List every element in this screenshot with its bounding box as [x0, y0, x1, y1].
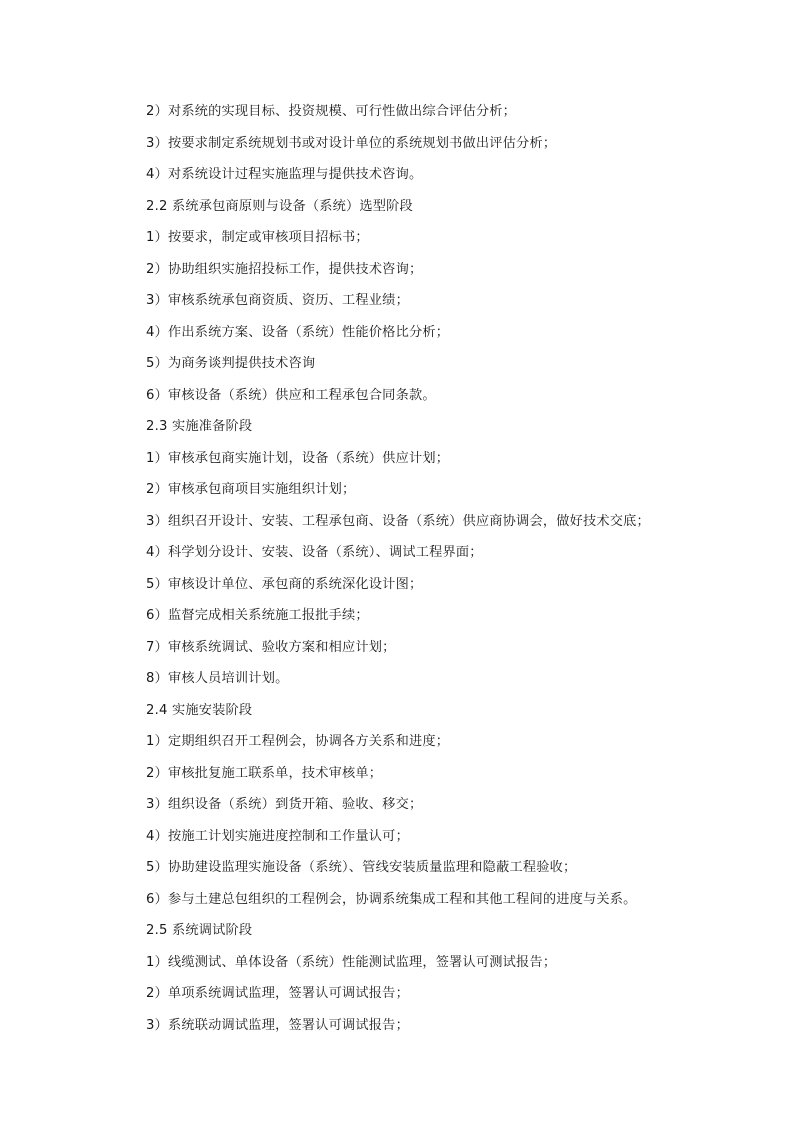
list-item: 1）按要求，制定或审核项目招标书； [146, 230, 369, 245]
document-body [146, 101, 706, 1046]
section-heading: 2.3 实施准备阶段 [146, 419, 253, 434]
list-item: 1）审核承包商实施计划，设备（系统）供应计划； [146, 450, 450, 466]
list-item: 3）组织召开设计、安装、工程承包商、设备（系统）供应商协调会，做好技术交底； [146, 513, 650, 529]
list-item: 2）审核批复施工联系单，技术审核单； [146, 765, 383, 781]
list-item: 3）系统联动调试监理，签署认可调试报告； [146, 1017, 409, 1033]
list-item: 1）线缆测试、单体设备（系统）性能测试监理，签署认可测试报告； [146, 954, 557, 970]
list-item: 5）协助建设监理实施设备（系统）、管线安装质量监理和隐蔽工程验收； [146, 860, 577, 875]
list-item: 2）单项系统调试监理，签署认可调试报告； [146, 986, 409, 1001]
list-item: 3）按要求制定系统规划书或对设计单位的系统规划书做出评估分析； [146, 135, 557, 151]
list-item: 4）作出系统方案、设备（系统）性能价格比分析； [146, 324, 450, 340]
list-item: 4）科学划分设计、安装、设备（系统）、调试工程界面； [146, 545, 483, 560]
list-item: 3）组织设备（系统）到货开箱、验收、移交； [146, 797, 423, 812]
list-item: 6）参与土建总包组织的工程例会，协调系统集成工程和其他工程间的进度与关系。 [146, 891, 637, 907]
list-item: 2）协助组织实施招投标工作，提供技术咨询； [146, 261, 423, 277]
list-item: 1）定期组织召开工程例会，协调各方关系和进度； [146, 734, 450, 749]
list-item: 6）审核设备（系统）供应和工程承包合同条款。 [146, 387, 436, 403]
list-item: 4）按施工计划实施进度控制和工作量认可； [146, 828, 409, 844]
list-item: 2）对系统的实现目标、投资规模、可行性做出综合评估分析； [146, 104, 517, 119]
list-item: 8）审核人员培训计划。 [146, 671, 289, 686]
section-heading: 2.4 实施安装阶段 [146, 702, 253, 718]
list-item: 5）为商务谈判提供技术咨询 [146, 356, 316, 371]
section-heading: 2.5 系统调试阶段 [146, 923, 253, 938]
list-item: 3）审核系统承包商资质、资历、工程业绩； [146, 293, 409, 308]
list-item: 4）对系统设计过程实施监理与提供技术咨询。 [146, 167, 423, 182]
section-heading: 2.2 系统承包商原则与设备（系统）选型阶段 [146, 198, 413, 214]
list-item: 2）审核承包商项目实施组织计划； [146, 482, 356, 497]
list-item: 5）审核设计单位、承包商的系统深化设计图； [146, 576, 423, 592]
list-item: 7）审核系统调试、验收方案和相应计划； [146, 639, 396, 655]
list-item: 6）监督完成相关系统施工报批手续； [146, 608, 369, 623]
